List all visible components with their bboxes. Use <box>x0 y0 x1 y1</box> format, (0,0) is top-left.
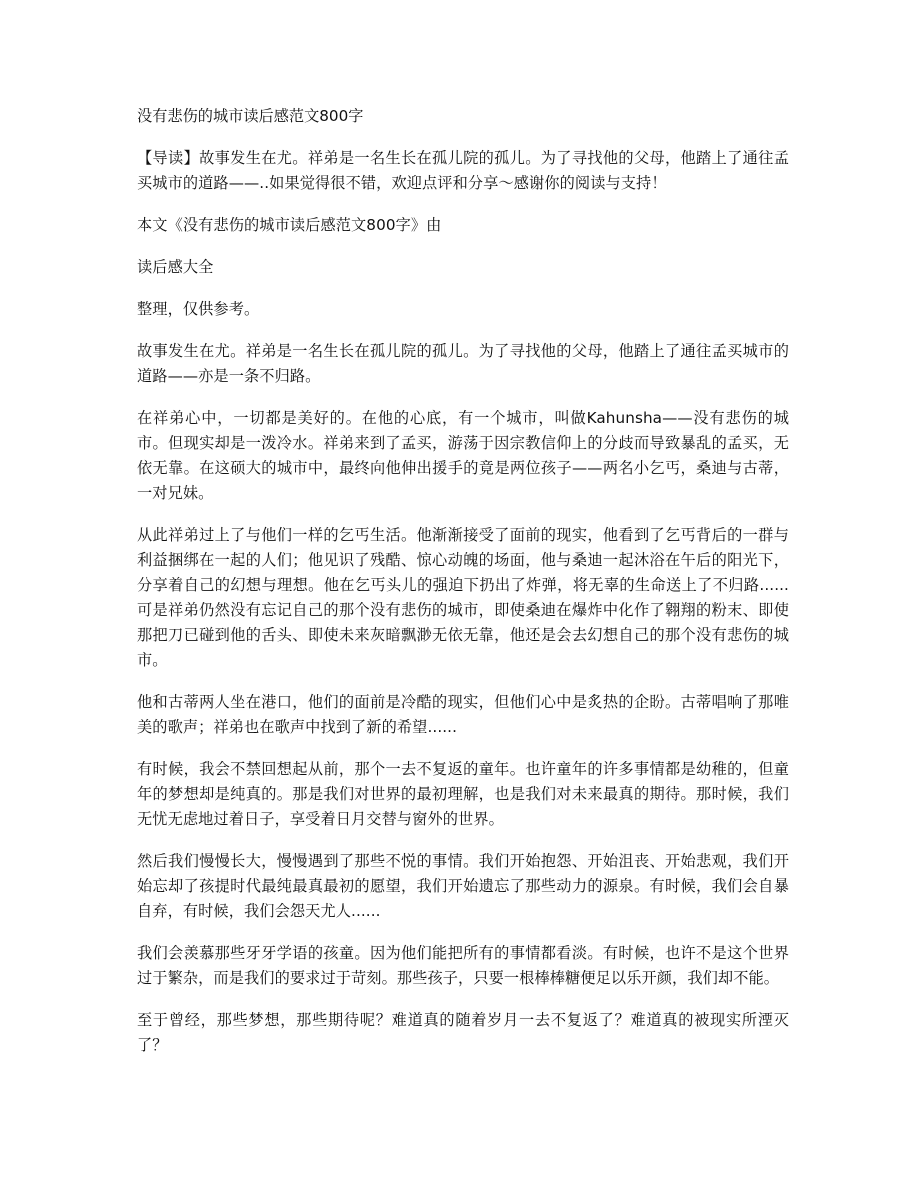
body-paragraph: 他和古蒂两人坐在港口，他们的面前是冷酷的现实，但他们心中是炙热的企盼。古蒂唱响了那唯美的歌声；祥弟也在歌声中找到了新的希望...... <box>137 693 789 736</box>
body-paragraph: 有时候，我会不禁回想起从前，那个一去不复返的童年。也许童年的许多事情都是幼稚的，但童年的梦想却是纯真的。那是我们对世界的最初理解，也是我们对未来最真的期待。那时候，我们无忧无虑地过着日子，享受着日月交替与窗外的世界。 <box>137 760 789 828</box>
source-line: 本文《没有悲伤的城市读后感范文800字》由 <box>137 216 442 234</box>
intro-paragraph: 【导读】故事发生在尤。祥弟是一名生长在孤儿院的孤儿。为了寻找他的父母，他踏上了通往孟买城市的道路——..如果觉得很不错，欢迎点评和分享～感谢你的阅读与支持！ <box>137 149 789 192</box>
body-paragraph: 在祥弟心中，一切都是美好的。在他的心底，有一个城市，叫做Kahunsha——没有悲伤的城市。但现实却是一泼冷水。祥弟来到了孟买，游荡于因宗教信仰上的分歧而导致暴乱的孟买，无依无靠。在这硕大的城市中，最终向他伸出援手的竟是两位孩子——两名小乞丐，桑迪与古蒂，一对兄妹。 <box>137 409 789 502</box>
document-title: 没有悲伤的城市读后感范文800字 <box>137 107 364 125</box>
body-paragraph: 我们会羡慕那些牙牙学语的孩童。因为他们能把所有的事情都看淡。有时候，也许不是这个世界过于繁杂，而是我们的要求过于苛刻。那些孩子，只要一根棒棒糖便足以乐开颜，我们却不能。 <box>137 944 789 987</box>
body-paragraph: 故事发生在尤。祥弟是一名生长在孤儿院的孤儿。为了寻找他的父母，他踏上了通往孟买城市的道路——亦是一条不归路。 <box>137 342 789 385</box>
document-body <box>137 104 789 1058</box>
source-name: 读后感大全 <box>137 258 214 276</box>
body-paragraph: 从此祥弟过上了与他们一样的乞丐生活。他渐渐接受了面前的现实，他看到了乞丐背后的一群与利益捆绑在一起的人们；他见识了残酷、惊心动魄的场面，他与桑迪一起沐浴在午后的阳光下，分享着自己的幻想与理想。他在乞丐头儿的强迫下扔出了炸弹，将无辜的生命送上了不归路......可是祥弟仍然没有忘记自己的那个没有悲伤的城市，即使桑迪在爆炸中化作了翱翔的粉末、即使那把刀已碰到他的舌头、即使未来灰暗飘渺无依无靠，他还是会去幻想自己的那个没有悲伤的城市。 <box>137 526 789 669</box>
body-paragraph: 至于曾经，那些梦想，那些期待呢？难道真的随着岁月一去不复返了？难道真的被现实所湮灭了？ <box>137 1011 789 1054</box>
source-note: 整理，仅供参考。 <box>137 300 260 318</box>
body-paragraph: 然后我们慢慢长大，慢慢遇到了那些不悦的事情。我们开始抱怨、开始沮丧、开始悲观，我们开始忘却了孩提时代最纯最真最初的愿望，我们开始遗忘了那些动力的源泉。有时候，我们会自暴自弃，有时候，我们会怨天尤人...... <box>137 852 789 920</box>
